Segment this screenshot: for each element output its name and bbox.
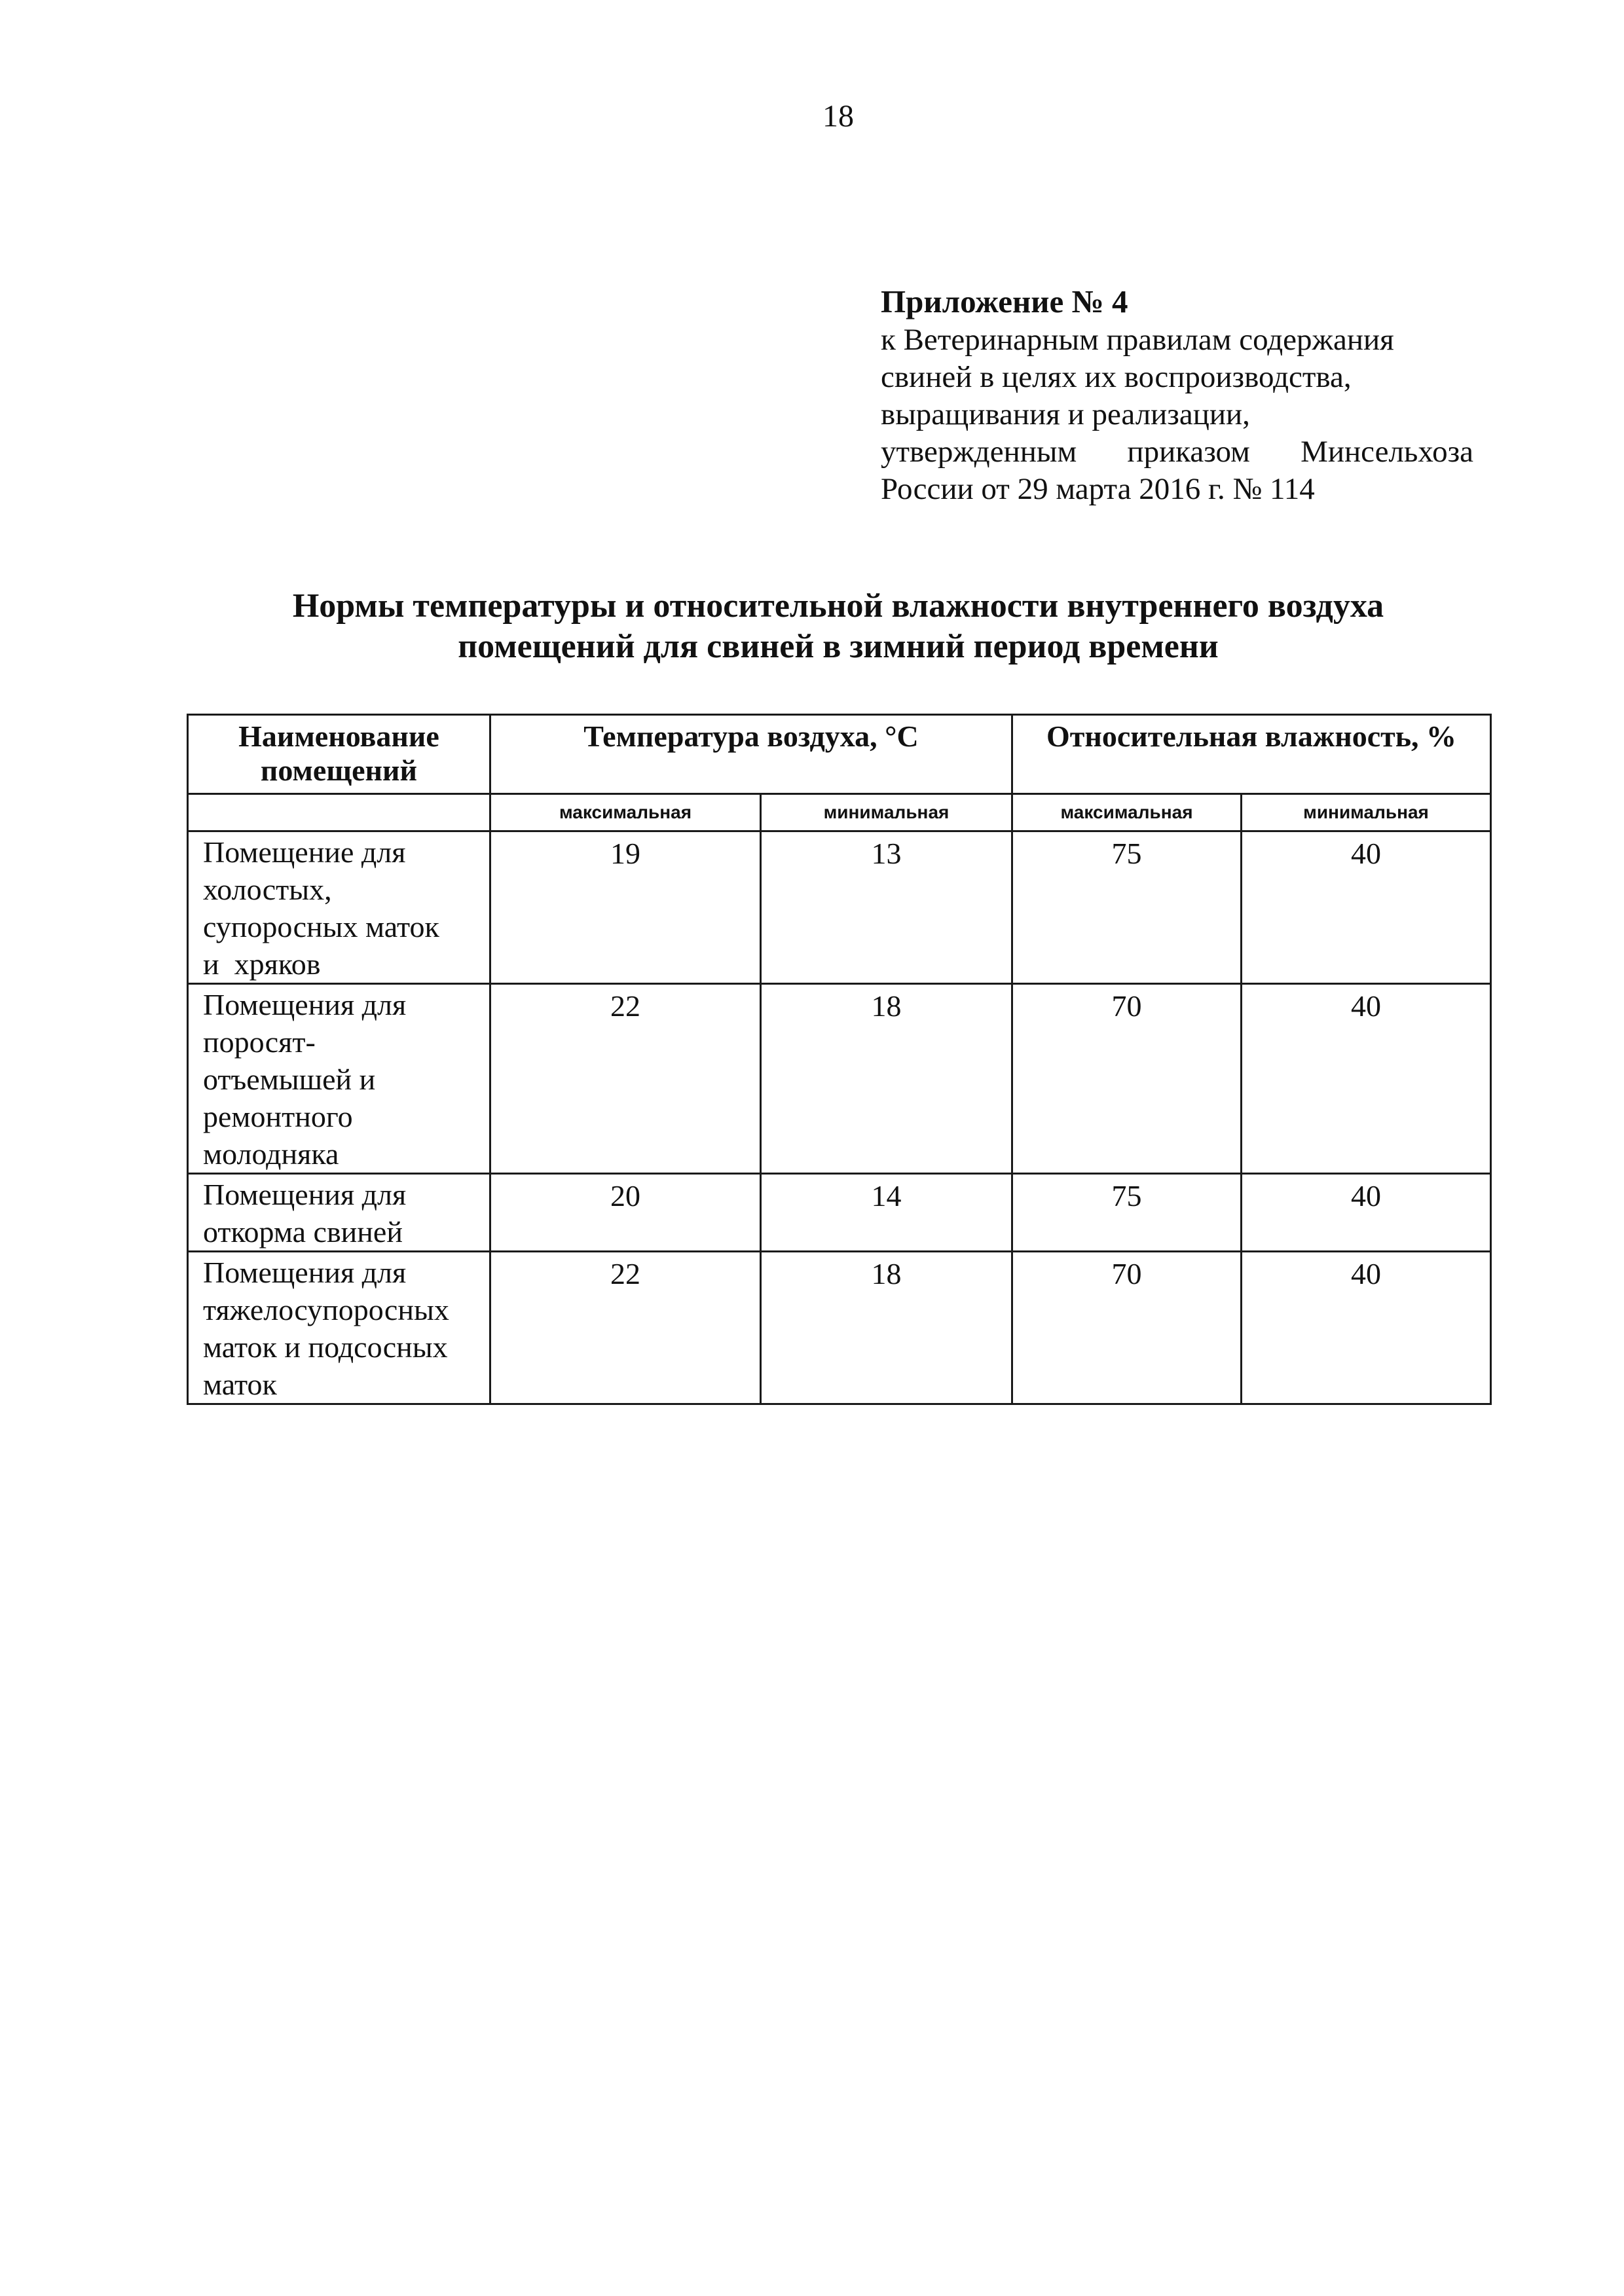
temp-max-cell: 20 xyxy=(490,1174,761,1252)
temp-max-cell: 22 xyxy=(490,1252,761,1404)
page-number: 18 xyxy=(822,99,854,134)
hum-max-cell: 75 xyxy=(1012,1174,1242,1252)
row-name-line: маток xyxy=(203,1368,277,1401)
header-name: Наименование помещений xyxy=(188,715,490,794)
hum-min-cell: 40 xyxy=(1242,984,1491,1174)
row-name-line: Помещение для xyxy=(203,835,406,869)
row-name-cell xyxy=(188,1174,490,1252)
appendix-title: Приложение № 4 xyxy=(881,283,1128,319)
subheader-empty xyxy=(188,794,490,831)
subheader-temp-min: минимальная xyxy=(761,794,1012,831)
row-name-cell xyxy=(188,984,490,1174)
appendix-block xyxy=(881,283,1473,508)
row-name-line: холостых, xyxy=(203,873,332,906)
hum-max-cell: 75 xyxy=(1012,831,1242,984)
temp-min-cell: 18 xyxy=(761,1252,1012,1404)
row-name-line: Помещения для xyxy=(203,1178,407,1211)
row-name-line: супоросных маток xyxy=(203,910,439,943)
appendix-line: свиней в целях их воспроизводства, xyxy=(881,360,1352,394)
appendix-line: выращивания и реализации, xyxy=(881,397,1250,431)
temp-min-cell: 14 xyxy=(761,1174,1012,1252)
row-name-line: молодняка xyxy=(203,1137,339,1171)
subheader-hum-max: максимальная xyxy=(1012,794,1242,831)
hum-max-cell: 70 xyxy=(1012,1252,1242,1404)
norms-table xyxy=(187,714,1492,1405)
row-name-line: отъемышей и xyxy=(203,1063,376,1096)
appendix-line: к Ветеринарным правилам содержания xyxy=(881,323,1394,357)
row-name-cell xyxy=(188,1252,490,1404)
table-row xyxy=(188,831,1491,984)
subheader-temp-max: максимальная xyxy=(490,794,761,831)
table-row xyxy=(188,984,1491,1174)
row-name-line: и хряков xyxy=(203,947,321,981)
hum-min-cell: 40 xyxy=(1242,1252,1491,1404)
table-row xyxy=(188,1252,1491,1404)
table-header-row xyxy=(188,715,1491,794)
header-humidity: Относительная влажность, % xyxy=(1012,715,1491,794)
row-name-line: Помещения для xyxy=(203,1256,407,1289)
row-name-line: откорма свиней xyxy=(203,1215,403,1248)
row-name-line: маток и подсосных xyxy=(203,1330,448,1364)
temp-min-cell: 13 xyxy=(761,831,1012,984)
document-title xyxy=(196,586,1480,667)
row-name-line: поросят- xyxy=(203,1025,316,1059)
hum-max-cell: 70 xyxy=(1012,984,1242,1174)
header-temperature: Температура воздуха, °С xyxy=(490,715,1012,794)
appendix-line: утвержденным приказом Минсельхоза xyxy=(881,435,1473,469)
hum-min-cell: 40 xyxy=(1242,831,1491,984)
document-title-line: помещений для свиней в зимний период времени xyxy=(458,628,1219,665)
row-name-cell xyxy=(188,831,490,984)
temp-min-cell: 18 xyxy=(761,984,1012,1174)
temp-max-cell: 22 xyxy=(490,984,761,1174)
table-subheader-row xyxy=(188,794,1491,831)
temp-max-cell: 19 xyxy=(490,831,761,984)
appendix-line: России от 29 марта 2016 г. № 114 xyxy=(881,472,1315,506)
row-name-line: Помещения для xyxy=(203,988,407,1021)
row-name-line: ремонтного xyxy=(203,1100,353,1133)
subheader-hum-min: минимальная xyxy=(1242,794,1491,831)
table-row xyxy=(188,1174,1491,1252)
document-title-line: Нормы температуры и относительной влажности внутреннего воздуха xyxy=(292,587,1384,625)
hum-min-cell: 40 xyxy=(1242,1174,1491,1252)
row-name-line: тяжелосупоросных xyxy=(203,1293,449,1326)
